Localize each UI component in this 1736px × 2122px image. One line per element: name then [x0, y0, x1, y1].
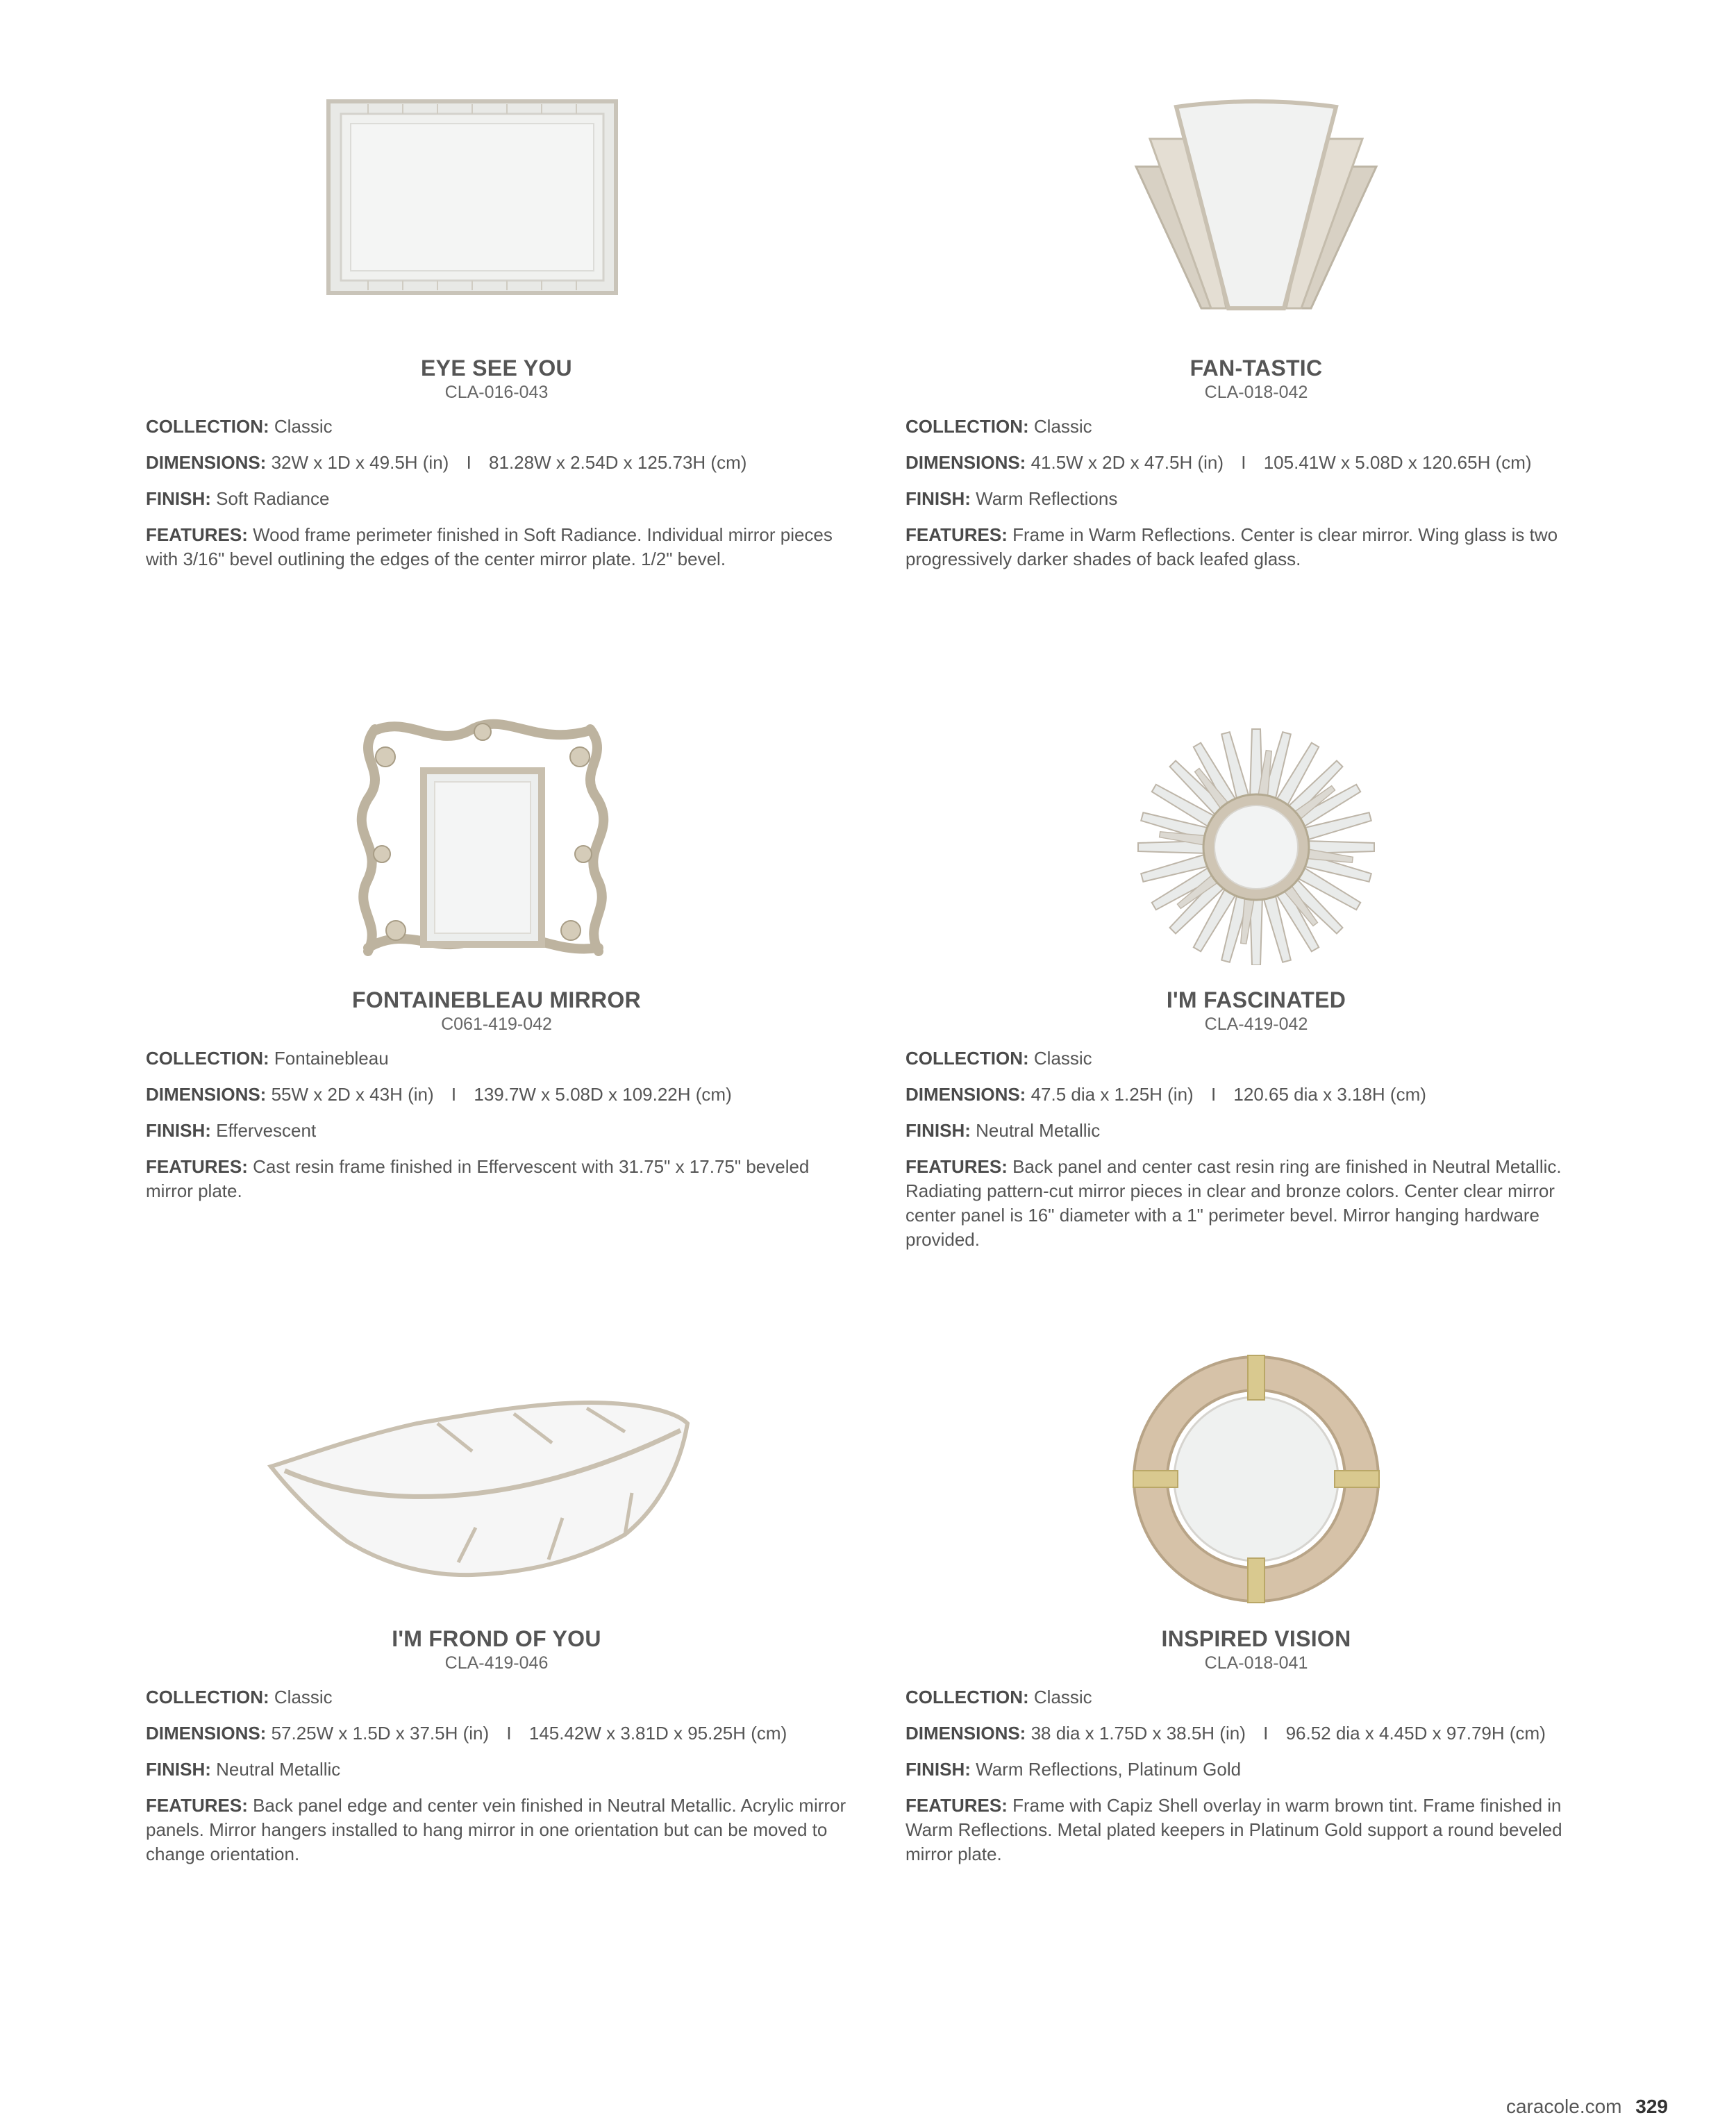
product-im-frond-of-you	[146, 1354, 847, 1866]
product-image	[146, 1354, 847, 1604]
collection-label: COLLECTION:	[905, 1048, 1029, 1069]
dimensions-inches: 57.25W x 1.5D x 37.5H (in)	[271, 1723, 490, 1744]
features-row	[905, 523, 1607, 571]
dimensions-separator: I	[451, 1084, 457, 1105]
product-fan-tastic	[905, 83, 1607, 571]
product-image	[905, 715, 1607, 965]
features-value: Back panel and center cast resin ring are finished in Neutral Metallic. Radiating pattern-cut mirror pieces in clear and bronze colors. Center clear mirror center panel is 16" diameter with a 1" perimeter bevel. Mirror hanging hardware provided.	[905, 1156, 1562, 1250]
product-name: FAN-TASTIC	[1190, 356, 1323, 381]
dimensions-inches: 32W x 1D x 49.5H (in)	[271, 452, 449, 473]
rectangular-mirror-image	[146, 83, 847, 333]
product-image	[905, 1354, 1607, 1604]
page-number: 329	[1635, 2096, 1668, 2117]
product-image	[905, 83, 1607, 333]
product-sku: C061-419-042	[441, 1014, 552, 1034]
product-fontainebleau-mirror	[146, 715, 847, 1203]
dimensions-row	[905, 451, 1607, 475]
product-image	[146, 715, 847, 965]
features-label: FEATURES:	[905, 524, 1008, 545]
finish-label: FINISH:	[146, 1759, 211, 1780]
features-label: FEATURES:	[905, 1795, 1008, 1816]
website-link[interactable]: caracole.com	[1505, 2096, 1622, 2117]
finish-row	[146, 1757, 847, 1782]
product-name: INSPIRED VISION	[1161, 1626, 1351, 1651]
finish-row	[905, 1757, 1607, 1782]
dimensions-row	[146, 1083, 847, 1107]
features-row	[905, 1794, 1607, 1866]
features-row	[905, 1155, 1607, 1252]
ornate-mirror-image	[146, 715, 847, 965]
features-label: FEATURES:	[146, 1156, 248, 1177]
collection-label: COLLECTION:	[146, 1048, 269, 1069]
features-row	[146, 1155, 847, 1203]
dimensions-separator: I	[506, 1723, 512, 1744]
dimensions-inches: 55W x 2D x 43H (in)	[271, 1084, 434, 1105]
collection-label: COLLECTION:	[146, 1687, 269, 1707]
finish-label: FINISH:	[905, 488, 971, 509]
product-inspired-vision	[905, 1354, 1607, 1866]
features-row	[146, 1794, 847, 1866]
dimensions-centimeters: 145.42W x 3.81D x 95.25H (cm)	[528, 1723, 787, 1744]
finish-row	[905, 487, 1607, 511]
dimensions-label: DIMENSIONS:	[905, 452, 1026, 473]
finish-row	[905, 1119, 1607, 1143]
dimensions-inches: 41.5W x 2D x 47.5H (in)	[1030, 452, 1224, 473]
product-image	[146, 83, 847, 333]
dimensions-label: DIMENSIONS:	[905, 1723, 1026, 1744]
finish-label: FINISH:	[146, 488, 211, 509]
collection-row	[905, 1685, 1607, 1710]
dimensions-centimeters: 81.28W x 2.54D x 125.73H (cm)	[489, 452, 747, 473]
product-sku: CLA-016-043	[444, 383, 549, 402]
dimensions-inches: 47.5 dia x 1.25H (in)	[1030, 1084, 1194, 1105]
product-im-fascinated	[905, 715, 1607, 1252]
features-label: FEATURES:	[146, 1795, 248, 1816]
dimensions-centimeters: 96.52 dia x 4.45D x 97.79H (cm)	[1285, 1723, 1546, 1744]
collection-row	[146, 1046, 847, 1071]
fan-mirror-image	[905, 83, 1607, 333]
dimensions-row	[905, 1083, 1607, 1107]
sunburst-mirror-image	[905, 715, 1607, 965]
features-value: Frame in Warm Reflections. Center is clear mirror. Wing glass is two progressively darker shades of back leafed glass.	[905, 524, 1558, 569]
features-row	[146, 523, 847, 571]
collection-row	[905, 415, 1607, 439]
finish-value: Warm Reflections	[976, 488, 1118, 509]
finish-label: FINISH:	[146, 1120, 211, 1141]
product-name: I'M FROND OF YOU	[392, 1626, 601, 1651]
features-value: Cast resin frame finished in Effervescent with 31.75" x 17.75" beveled mirror plate.	[146, 1156, 810, 1201]
dimensions-row	[146, 1721, 847, 1746]
features-label: FEATURES:	[146, 524, 248, 545]
product-sku: CLA-018-041	[1204, 1653, 1308, 1673]
collection-value: Classic	[274, 416, 333, 437]
finish-label: FINISH:	[905, 1120, 971, 1141]
product-name: FONTAINEBLEAU MIRROR	[351, 987, 642, 1012]
dimensions-label: DIMENSIONS:	[146, 1723, 267, 1744]
leaf-mirror-image	[146, 1354, 847, 1604]
finish-value: Warm Reflections, Platinum Gold	[976, 1759, 1242, 1780]
dimensions-separator: I	[466, 452, 471, 473]
product-sku: CLA-419-046	[444, 1653, 549, 1673]
collection-value: Classic	[1033, 1687, 1092, 1707]
collection-label: COLLECTION:	[905, 416, 1029, 437]
collection-value: Classic	[1033, 416, 1092, 437]
dimensions-separator: I	[1263, 1723, 1269, 1744]
dimensions-separator: I	[1241, 452, 1246, 473]
collection-label: COLLECTION:	[146, 416, 269, 437]
collection-label: COLLECTION:	[905, 1687, 1029, 1707]
dimensions-label: DIMENSIONS:	[905, 1084, 1026, 1105]
collection-value: Classic	[274, 1687, 333, 1707]
collection-row	[905, 1046, 1607, 1071]
features-value: Frame with Capiz Shell overlay in warm brown tint. Frame finished in Warm Reflections. Metal plated keepers in Platinum Gold support a round beveled mirror plate.	[905, 1795, 1562, 1864]
product-sku: CLA-419-042	[1204, 1014, 1308, 1034]
finish-value: Effervescent	[216, 1120, 317, 1141]
finish-value: Neutral Metallic	[976, 1120, 1101, 1141]
product-name: EYE SEE YOU	[421, 356, 572, 381]
dimensions-centimeters: 139.7W x 5.08D x 109.22H (cm)	[474, 1084, 732, 1105]
page-footer	[1506, 2096, 1668, 2118]
features-label: FEATURES:	[905, 1156, 1008, 1177]
features-value: Wood frame perimeter finished in Soft Radiance. Individual mirror pieces with 3/16" bevel outlining the edges of the center mirror plate. 1/2" bevel.	[146, 524, 833, 569]
collection-row	[146, 415, 847, 439]
dimensions-row	[905, 1721, 1607, 1746]
finish-row	[146, 1119, 847, 1143]
finish-row	[146, 487, 847, 511]
dimensions-centimeters: 105.41W x 5.08D x 120.65H (cm)	[1263, 452, 1532, 473]
product-name: I'M FASCINATED	[1166, 987, 1346, 1012]
dimensions-label: DIMENSIONS:	[146, 452, 267, 473]
product-eye-see-you	[146, 83, 847, 571]
dimensions-row	[146, 451, 847, 475]
product-sku: CLA-018-042	[1204, 383, 1308, 402]
round-capiz-mirror-image	[905, 1354, 1607, 1604]
collection-value: Classic	[1033, 1048, 1092, 1069]
finish-label: FINISH:	[905, 1759, 971, 1780]
collection-value: Fontainebleau	[274, 1048, 389, 1069]
features-value: Back panel edge and center vein finished in Neutral Metallic. Acrylic mirror panels. Mirror hangers installed to hang mirror in one orientation but can be moved to change orientation.	[146, 1795, 846, 1864]
dimensions-label: DIMENSIONS:	[146, 1084, 267, 1105]
collection-row	[146, 1685, 847, 1710]
finish-value: Neutral Metallic	[216, 1759, 341, 1780]
finish-value: Soft Radiance	[216, 488, 330, 509]
dimensions-centimeters: 120.65 dia x 3.18H (cm)	[1233, 1084, 1426, 1105]
dimensions-inches: 38 dia x 1.75D x 38.5H (in)	[1030, 1723, 1246, 1744]
dimensions-separator: I	[1210, 1084, 1217, 1105]
